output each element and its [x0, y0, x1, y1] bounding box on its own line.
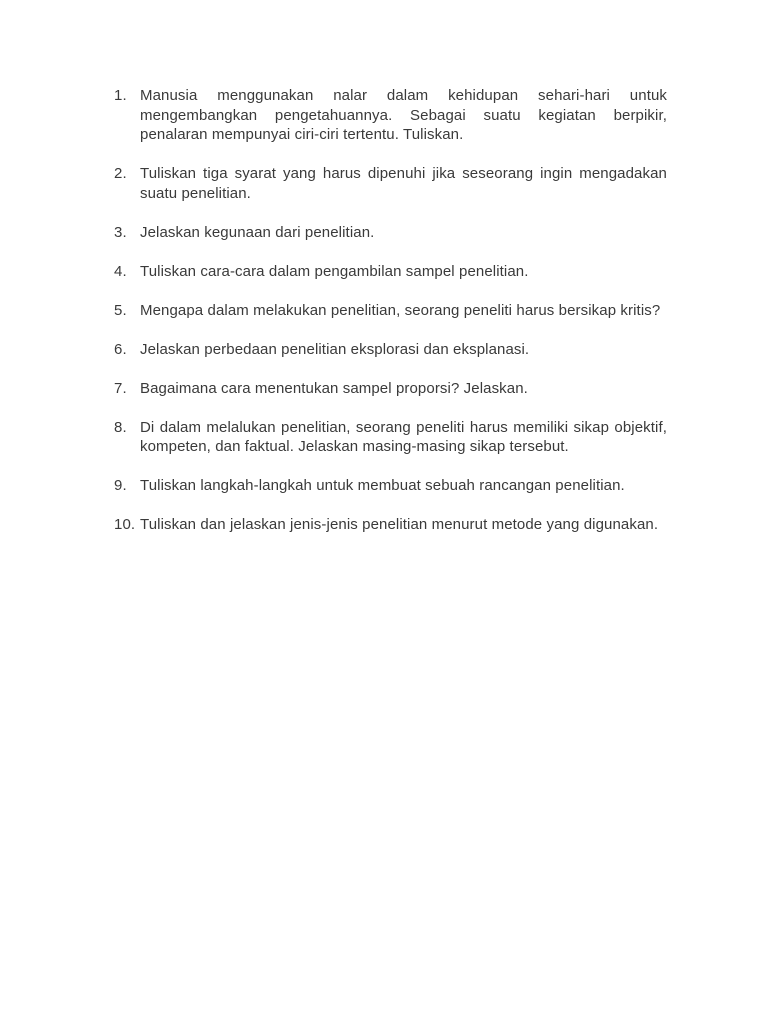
item-number: 1. — [114, 87, 127, 104]
list-item — [114, 262, 667, 282]
item-number: 8. — [114, 418, 127, 436]
list-item — [114, 223, 667, 243]
item-text: Tuliskan tiga syarat yang harus dipenuhi jika seseorang ingin mengadakan suatu penelitian. — [140, 165, 667, 202]
item-number: 3. — [114, 223, 127, 241]
list-item — [114, 164, 667, 203]
question-list — [114, 86, 667, 535]
item-number: 9. — [114, 477, 127, 494]
item-text: Jelaskan perbedaan penelitian eksplorasi dan eksplanasi. — [140, 340, 530, 358]
list-item — [114, 301, 667, 321]
item-text: Mengapa dalam melakukan penelitian, seorang peneliti harus bersikap kritis? — [140, 301, 661, 319]
list-item — [114, 515, 667, 535]
list-item — [114, 86, 667, 145]
list-item — [114, 340, 667, 360]
item-number: 2. — [114, 165, 127, 182]
item-number: 7. — [114, 379, 127, 397]
item-number: 5. — [114, 301, 127, 319]
item-text: Manusia menggunakan nalar dalam kehidupan sehari-hari untuk mengembangkan pengetahuannya. Sebagai suatu kegiatan berpikir, penalaran mempunyai ciri-ciri tertentu. Tuliskan. — [140, 87, 667, 143]
list-item — [114, 379, 667, 399]
list-item — [114, 476, 667, 496]
item-number: 10. — [114, 516, 136, 533]
item-text: Tuliskan langkah-langkah untuk membuat sebuah rancangan penelitian. — [140, 477, 625, 494]
item-text: Bagaimana cara menentukan sampel proporsi? Jelaskan. — [140, 379, 528, 397]
item-text: Tuliskan dan jelaskan jenis-jenis penelitian menurut metode yang digunakan. — [140, 516, 659, 533]
item-text: Tuliskan cara-cara dalam pengambilan sampel penelitian. — [140, 262, 529, 280]
item-text: Di dalam melalukan penelitian, seorang peneliti harus memiliki sikap objektif, kompeten, dan faktual. Jelaskan masing-masing sikap tersebut. — [140, 418, 667, 455]
item-number: 6. — [114, 340, 127, 358]
item-text: Jelaskan kegunaan dari penelitian. — [140, 223, 375, 241]
list-item — [114, 418, 667, 457]
item-number: 4. — [114, 262, 127, 280]
